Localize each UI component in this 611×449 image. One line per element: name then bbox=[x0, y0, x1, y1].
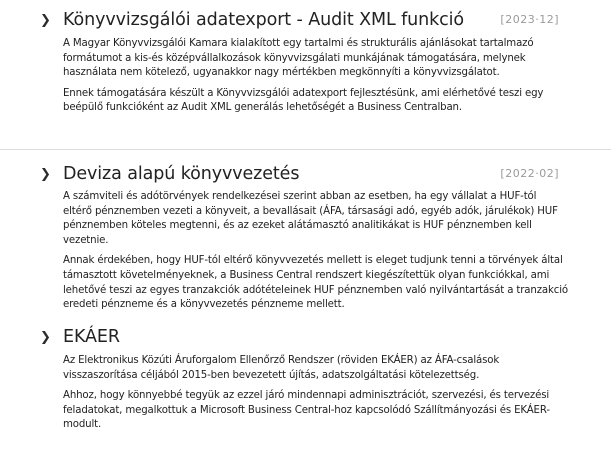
article-date: [2022·02] bbox=[500, 167, 559, 180]
article-title[interactable]: Könyvvizsgálói adatexport - Audit XML funkció bbox=[63, 10, 465, 30]
article-paragraph: Az Elektronikus Közúti Áruforgalom Ellenőrző Rendszer (röviden EKÁER) az ÁFA-csalások visszaszorítása céljából 2015-ben bevezetett újítás, adatszolgáltatási kötelezettség. bbox=[63, 355, 500, 381]
article-paragraph: Annak érdekében, hogy HUF-tól eltérő könyvvezetés mellett is eleget tudjunk tenni a törvények által támasztott követelményeknek, a Business Central rendszert kiegészítettük olyan funkciókkal, ami lehetővé teszi az egyes tranzakciók adótételeinek HUF pénznemben való nyilvántartását a tranzakció eredeti pénzneme és a könyvvezetés pénzneme mellett. bbox=[63, 255, 568, 311]
chevron-right-icon: ❯ bbox=[40, 167, 51, 182]
article-paragraph: A számviteli és adótörvények rendelkezései szerint abban az esetben, ha egy vállalat a HUF-tól eltérő pénznemben vezeti a könyveit, a bevallásait (ÁFA, társasági adó, egyéb adók, járulékok) HUF pénznemben köteles megtenni, és az ezeket alátámasztó analitikákat is HUF pénznemben kell vezetnie. bbox=[63, 191, 558, 246]
chevron-right-icon: ❯ bbox=[40, 330, 51, 345]
article-paragraph: Ahhoz, hogy könnyebbé tegyük az ezzel járó mindennapi adminisztrációt, szervezési, és tervezési feladatokat, megalkottuk a Microsoft Business Central-hoz kapcsolódó Szállítmányozási és EKÁER-modult. bbox=[63, 390, 550, 431]
article-heading bbox=[0, 325, 611, 351]
article-body bbox=[63, 354, 568, 433]
chevron-right-icon: ❯ bbox=[40, 13, 51, 28]
article-body bbox=[63, 37, 568, 116]
article-body bbox=[63, 190, 568, 313]
article-ekaer bbox=[0, 321, 611, 439]
article-deviza bbox=[0, 150, 611, 319]
article-heading bbox=[0, 162, 611, 188]
article-heading bbox=[0, 8, 611, 34]
article-title[interactable]: EKÁER bbox=[63, 327, 120, 347]
article-audit-xml bbox=[0, 0, 611, 122]
article-paragraph: A Magyar Könyvvizsgálói Kamara kialakított egy tartalmi és strukturális ajánlásokat tartalmazó formátumot a kis-és középvállalkozások könyvvizsgálati munkájának támogatására, melynek használata nem kötelező, ugyanakkor nagy mértékben megkönnyíti a könyvvizsgálatot. bbox=[63, 38, 534, 79]
article-paragraph: Ennek támogatására készült a Könyvvizsgálói adatexport fejlesztésünk, ami elérhetővé teszi egy beépülő funkcióként az Audit XML generálás lehetőségét a Business Centralban. bbox=[63, 87, 544, 114]
article-title[interactable]: Deviza alapú könyvvezetés bbox=[63, 164, 300, 184]
article-date: [2023·12] bbox=[500, 13, 559, 26]
